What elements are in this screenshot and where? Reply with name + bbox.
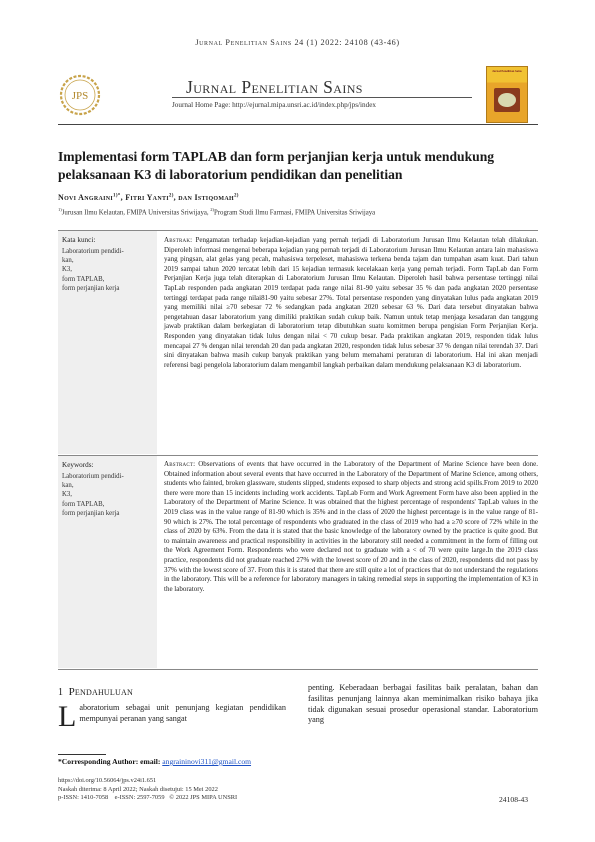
article-title: [58, 148, 538, 183]
kata-kunci-list: [62, 247, 153, 293]
list-item: form perjanjian kerja: [62, 284, 120, 292]
author-2-sup: 2): [168, 193, 174, 199]
author-list: [58, 193, 538, 202]
affil-1-sup: 1): [58, 207, 62, 212]
affil-2: Program Studi Ilmu Farmasi, FMIPA Universitas Sriwijaya: [214, 209, 376, 217]
keywords-box: [58, 456, 157, 668]
section-number: 1: [58, 687, 64, 698]
section-heading: [58, 686, 133, 698]
list-item: kan,: [62, 482, 74, 490]
page-number: 24108-43: [499, 795, 529, 804]
drop-cap: L: [58, 700, 77, 733]
list-item: Laboratorium pendidi-: [62, 473, 124, 480]
author-email-link[interactable]: angraininovi311@gmail.com: [162, 757, 252, 766]
logo-text: JPS: [71, 90, 89, 102]
jps-logo-icon: [58, 73, 102, 117]
author-3-sup: 2): [233, 193, 239, 199]
abstract-label: Abstract:: [164, 460, 196, 468]
affil-1: Jurusan Ilmu Kelautan, FMIPA Universitas Sriwijaya,: [61, 209, 211, 217]
cover-image-detail: [498, 93, 516, 107]
intro-text-left: aboratorium sebagai unit penunjang kegiatan pendidikan mempunyai peranan yang sangat: [79, 703, 286, 723]
abstract-text: Observations of events that have occurred in the Laboratory of the Department of Marine Science have been done. Obtained information about several events that have occurred in the Laboratory of the Department of Marine Science, among others, students who fainted, broken glassware, students slipped, students exposed to sharp objects and strong acid spills.From 2019 to 2020 there were more than 15 incidents including work accidents. TapLab Form and Work Agreement Form have also been applied in the Laboratory of the Department of Marine Science. It was obtained that the highest percentage of respondents' TapLab values in the 2019 class was in the value range of 81-90 which is 35% and in the class of 2020 the highest percentage is in the value range of 81-90 which is 27%. The total percentage of respondents who graduated in the class of 2019 who had a ≥70 score of 72% while in the class of 2020 by 63%. From the data it is stated that the basic knowledge of the laboratory owned by the practice is quite good. But to maintain awareness and practical responsibility in activities in the laboratory still needed a commitment in the form of filling out the Work Agreement Form. Respondents who were declared not to graduate with a < of 70 were quite large.In the 2019 class practice, respondents did not graduate reached 27% with the lowest score of 20 and in the class of 2020, respondents did not pass by 37% with the lowest score of 37. From this it is stated that there are still quite a lot of practices that do not understand the regulations in the laboratory. This will be a reference for laboratory managers in taking remedial steps in supporting the implementation of K3 in the laboratory.: [164, 460, 538, 593]
header-rule: [58, 124, 538, 125]
journal-name: Jurnal Penelitian Sains: [186, 77, 363, 97]
footnote-rule: [58, 754, 106, 755]
abstract-bottom-rule: [58, 669, 538, 670]
author-1-sup: 1)*: [113, 193, 121, 199]
keywords-heading: Keywords:: [62, 461, 94, 469]
abstrak-indonesian: [164, 236, 538, 370]
list-item: Laboratorium pendidi-: [62, 248, 124, 255]
footnote-label: *Corresponding Author: email:: [58, 757, 163, 766]
running-head: Jurnal Penelitian Sains 24 (1) 2022: 24108 (43-46): [195, 38, 400, 47]
abstrak-text: Pengamatan terhadap kejadian-kejadian yang pernah terjadi di Laboratorium Jurusan Ilmu Kelautan telah dilakukan. Diperoleh informasi mengenai beberapa kejadian yang pernah terjadi di Laboratorium Jurusan Ilmu Kelautan antara lain mahasiswa yang pingsan, alat gelas yang pecah, mahasiswa terpeleset, mahasiswa terkena benda tajam dan tumpahan asam kuat. Dari tahun 2019 sampai tahun 2020 tercatat lebih dari 15 kejadian termasuk kecelakaan kerja yang pernah terjadi. Form TapLab dan Form Perjanjian Kerja juga telah diterapkan di Laboratorium Jurusan Ilmu Kelautan. Diperoleh hasil bahwa persentase tertinggi nilai TapLab responden pada angkatan 2019 terdapat pada range nilai 81-90 yaitu sebesar 35 % dan pada angkatan 2020 persentase tertinggi terdapat pada range nilai81-90 yaitu sebesar 27%. Total persentase responden yang dinyatakan lulus pada angkatan 2019 yang memiliki nilai ≥70 sebesar 72 % sedangkan pada angkatan 2020 sebesar 63 %. Dari data tersebut dinyatakan bahwa pengetahuan dasar laboratorium yang dimiliki praktikan sudah cukup baik. Namun untuk tetap menjaga kesadaran dan tanggung jawab praktikan dalam berkegiatan di laboratorium tetap dibutuhkan suatu komitmen berupa pengisian Form Perjanjian Kerja. Responden yang dinyatakan tidak lulus dengan nilai < 70 cukup besar. Pada praktikan angkatan 2019, responden tidak lulus mencapai 27 % dengan nilai terendah 20 dan pada angkatan 2020, responden tidak lulus sebesar 37 % dengan nilai terendah 37. Dari sini dinyatakan bahwa masih cukup banyak praktikan yang belum memahami peraturan di laboratorium. Hal ini akan menjadi referensi bagi pengelola laboratorium dalam mengambil langkah perbaikan dalam mendukung pelaksanaan K3 di laboratorium.: [164, 236, 539, 369]
article-title-line-1: Implementasi form TAPLAB dan form perjanjian kerja untuk mendukung: [58, 149, 495, 164]
author-2: , Fitri Yanti: [120, 193, 169, 202]
author-3: , dan Istiqomah: [173, 193, 234, 202]
journal-homepage-link[interactable]: Journal Home Page: http://ejurnal.mipa.unsri.ac.id/index.php/jps/index: [172, 101, 377, 109]
issn-line: p-ISSN: 1410-7058 e-ISSN: 2597-7059 © 2022 JPS MIPA UNSRI: [58, 794, 238, 802]
author-1: Novi Angraini: [58, 193, 114, 202]
list-item: K3,: [62, 491, 73, 499]
kata-kunci-heading: Kata kunci:: [62, 236, 96, 244]
corresponding-author-footnote: [58, 757, 251, 766]
intro-column-right: [308, 683, 538, 726]
submission-dates: Naskah diterima: 8 April 2022; Naskah disetujui: 15 Mei 2022: [58, 785, 218, 793]
kata-kunci-box: [58, 231, 157, 454]
section-title: Pendahuluan: [68, 686, 133, 698]
journal-divider: [172, 97, 472, 98]
article-metadata: [58, 777, 237, 803]
article-title-line-2: pelaksanaan K3 di laboratorium pendidikan dan penelitian: [58, 166, 403, 182]
abstract-english: [164, 460, 538, 594]
affil-2-sup: 2): [210, 207, 215, 212]
doi-link[interactable]: https://doi.org/10.56064/jps.v24i1.651: [58, 777, 157, 784]
cover-title: Jurnal Penelitian Sains: [492, 69, 522, 73]
abstrak-label: Abstrak:: [164, 236, 193, 244]
keywords-list: [62, 472, 153, 518]
journal-logo: [58, 73, 102, 117]
list-item: K3,: [62, 266, 73, 274]
list-item: kan,: [62, 257, 74, 265]
list-item: form TAPLAB,: [62, 500, 105, 508]
intro-text-right: penting. Keberadaan berbagai fasilitas baik peralatan, bahan dan fasilitas penunjang lainnya akan meminimalkan risiko bahaya jika tidak digunakan sesuai prosedur operasional standar. Laboratorium yang: [308, 683, 538, 725]
affiliations: [58, 207, 538, 216]
list-item: form perjanjian kerja: [62, 509, 120, 517]
journal-cover-thumbnail: [486, 66, 528, 123]
list-item: form TAPLAB,: [62, 275, 105, 283]
intro-column-left: [58, 700, 286, 733]
